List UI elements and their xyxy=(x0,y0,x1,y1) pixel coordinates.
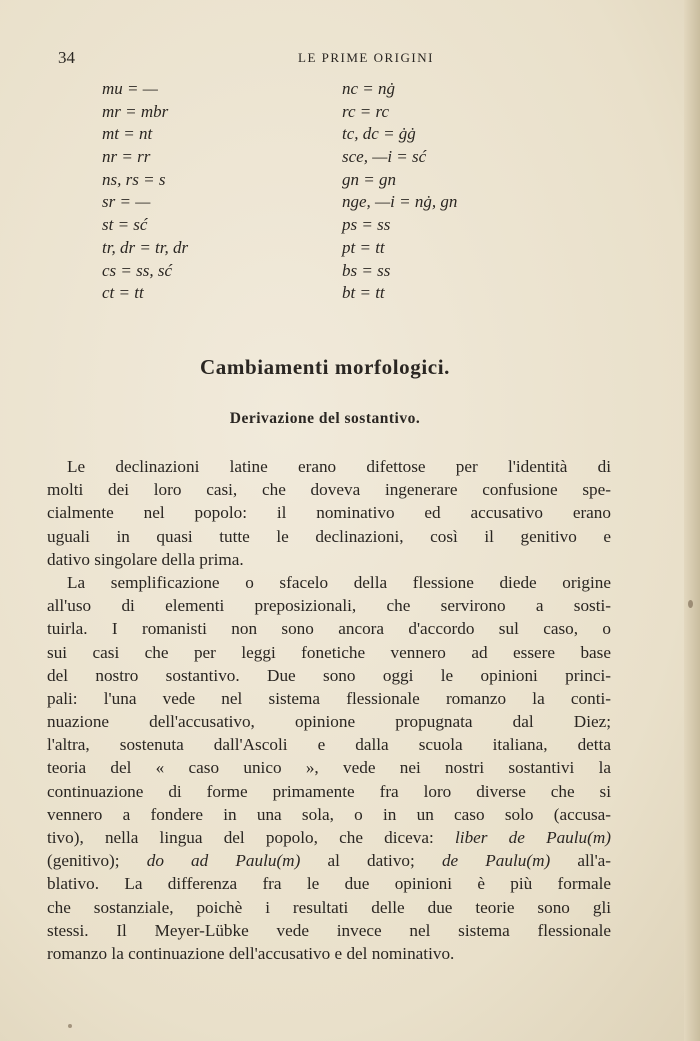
equivalence-row: mu = — xyxy=(102,79,158,98)
latin-example: do ad Paulu(m) xyxy=(146,851,301,871)
text-line: tuirla. I romanisti non sono ancora d'accordo sul caso, o xyxy=(47,619,611,639)
subsection-title: Derivazione del sostantivo. xyxy=(229,410,421,427)
equivalence-row: tc, dc = ġġ xyxy=(342,124,416,144)
text-run: al dativo; xyxy=(327,851,415,871)
equivalence-row: mr = mbr xyxy=(102,101,169,121)
section-title: Cambiamenti morfologici. xyxy=(199,355,451,379)
page-header xyxy=(58,48,618,70)
equivalence-row: ct = tt xyxy=(102,283,144,303)
text-line: romanzo la continuazione dell'accusativo e del nominativo. xyxy=(47,943,455,963)
ink-speck xyxy=(68,1024,72,1028)
text-line-mixed xyxy=(47,849,611,872)
equivalence-row: tr, dr = tr, dr xyxy=(102,237,189,257)
text-run: all'a- xyxy=(577,851,612,871)
text-line: continuazione di forme primamente fra loro diverse che si xyxy=(47,781,611,801)
text-line: cialmente nel popolo: il nominativo ed accusativo erano xyxy=(47,503,611,523)
text-line: uguali in quasi tutte le declinazioni, così il genitivo e xyxy=(47,526,611,546)
equivalence-row: pt = tt xyxy=(342,237,385,257)
text-line: l'altra, sostenuta dall'Ascoli e dalla scuola italiana, detta xyxy=(47,735,611,755)
page-number: 34 xyxy=(58,48,75,67)
text-line: blativo. La differenza fra le due opinioni è più formale xyxy=(47,874,611,894)
text-line: all'uso di elementi preposizionali, che servirono a sosti- xyxy=(47,596,611,616)
text-line: stessi. Il Meyer-Lübke vede invece nel sistema flessionale xyxy=(47,920,611,940)
text-line: del nostro sostantivo. Due sono oggi le opinioni princi- xyxy=(47,665,611,685)
text-run: tivo), nella lingua del popolo, che diceva: xyxy=(47,828,434,847)
equivalence-row: nr = rr xyxy=(102,147,151,167)
equivalence-row: bs = ss xyxy=(342,260,391,280)
equivalence-row: ps = ss xyxy=(342,215,391,235)
text-line: molti dei loro casi, che doveva ingenerare confusione spe- xyxy=(47,480,611,500)
running-head: LE PRIME ORIGINI xyxy=(298,50,434,65)
equivalence-row: rc = rc xyxy=(342,101,390,121)
equivalence-column-right xyxy=(342,78,457,305)
latin-example: de Paulu(m) xyxy=(441,851,551,871)
text-run: (genitivo); xyxy=(47,851,120,871)
text-line: La semplificazione o sfacelo della flessione diede origine xyxy=(67,572,611,592)
ink-speck xyxy=(688,600,693,608)
text-line: vennero a fondere in una sola, o in un caso solo (accusa- xyxy=(47,804,611,824)
text-line: Le declinazioni latine erano difettose per l'identità di xyxy=(67,457,611,476)
latin-example: liber de Paulu(m) xyxy=(455,828,612,847)
equivalence-row: gn = gn xyxy=(342,169,396,189)
text-line: che sostanziale, poichè i resultati delle due teorie sono gli xyxy=(47,897,611,917)
equivalence-row: sr = — xyxy=(102,192,151,212)
equivalence-row: st = sć xyxy=(102,215,148,235)
equivalence-row: bt = tt xyxy=(342,283,385,303)
text-line: teoria del « caso unico », vede nei nostri sostantivi la xyxy=(47,758,611,778)
equivalence-column-left xyxy=(102,78,188,305)
text-line: nuazione dell'accusativo, opinione propugnata dal Diez; xyxy=(47,712,611,732)
body-paragraphs xyxy=(47,455,611,965)
text-line: dativo singolare della prima. xyxy=(47,549,244,569)
text-line-mixed xyxy=(47,826,611,849)
equivalence-row: mt = nt xyxy=(102,124,153,144)
text-line: sui casi che per leggi fonetiche vennero ad essere base xyxy=(47,642,611,662)
sound-equivalence-table xyxy=(0,78,700,308)
equivalence-row: cs = ss, sć xyxy=(102,260,173,280)
text-line: pali: l'una vede nel sistema flessionale romanzo la conti- xyxy=(47,688,611,708)
equivalence-row: nc = nġ xyxy=(342,79,396,98)
equivalence-row: sce, —i = sć xyxy=(342,147,427,167)
equivalence-row: nge, —i = nġ, gn xyxy=(342,192,458,212)
equivalence-row: ns, rs = s xyxy=(102,169,166,189)
